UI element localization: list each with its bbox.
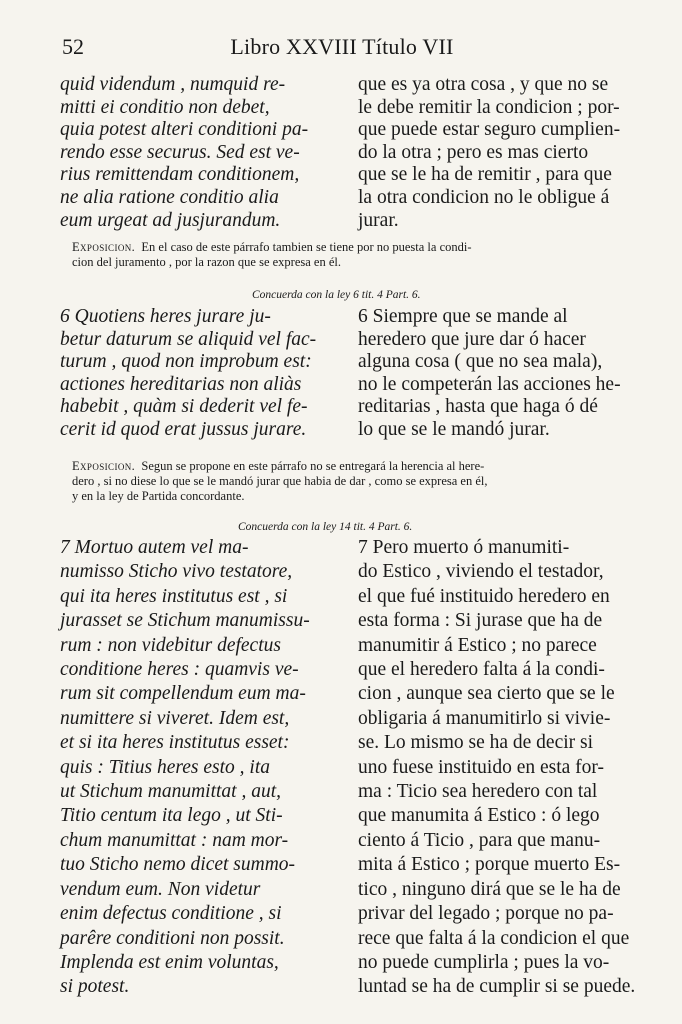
spanish-line: obligaria á manumitirlo si vivie- <box>358 707 611 729</box>
latin-line: habebit , quàm si dederit vel fe- <box>60 396 308 418</box>
spanish-line: tico , ninguno dirá que se le ha de <box>358 878 621 900</box>
exposition-section-2 <box>72 459 618 504</box>
spanish-line: no le competerán las acciones he- <box>358 373 621 395</box>
spanish-line: que es ya otra cosa , y que no se <box>358 74 609 95</box>
exposition-text: Segun se propone en este párrafo no se entregará la herencia al here- <box>141 459 485 473</box>
spanish-line: que el heredero falta á la condi- <box>358 659 605 681</box>
spanish-line: cion , aunque sea cierto que se le <box>358 683 615 705</box>
spanish-line: se. Lo mismo se ha de decir si <box>358 732 594 754</box>
spanish-line: lo que se le mandó jurar. <box>358 418 550 440</box>
latin-line: vendum eum. Non videtur <box>60 878 261 900</box>
spanish-line: que se le ha de remitir , para que <box>358 164 612 186</box>
concordance-note: Concuerda con la ley 14 tit. 4 Part. 6. <box>238 521 413 533</box>
page-number: 52 <box>62 34 84 59</box>
latin-line: 6 Quotiens heres jurare ju- <box>60 306 271 327</box>
latin-line: Titio centum ita lego , ut Sti- <box>60 805 283 827</box>
latin-line: ne alia ratione conditio alia <box>60 186 279 208</box>
latin-line: turum , quod non improbum est: <box>60 351 312 373</box>
latin-line: qui ita heres institutus est , si <box>60 585 288 607</box>
spanish-line: uno fuese instituido en esta for- <box>358 756 605 778</box>
page-header <box>62 34 622 64</box>
latin-line: 7 Mortuo autem vel ma- <box>60 537 249 558</box>
latin-line: quia potest alteri conditioni pa- <box>60 119 309 141</box>
spanish-line: 6 Siempre que se mande al <box>358 306 568 327</box>
spanish-line: el que fué instituido heredero en <box>358 585 610 607</box>
spanish-line: manumitir á Estico ; no parece <box>358 634 597 656</box>
spanish-line: mita á Estico ; porque muerto Es- <box>358 854 621 876</box>
latin-line: chum manumittat : nam mor- <box>60 829 289 851</box>
spanish-line: la otra condicion no le obligue á <box>358 186 610 208</box>
exposition-label: Exposicion. <box>72 240 136 254</box>
latin-line: jurasset se Stichum manumissu- <box>60 610 310 632</box>
spanish-column-section-3 <box>358 536 636 1000</box>
exposition-section-1 <box>72 240 618 270</box>
spanish-line: que manumita á Estico : ó lego <box>358 805 600 827</box>
spanish-line: 7 Pero muerto ó manumiti- <box>358 537 570 558</box>
latin-line: quis : Titius heres esto , ita <box>60 756 270 778</box>
latin-line: eum urgeat ad jusjurandum. <box>60 209 281 231</box>
latin-column-section-3 <box>60 536 338 1000</box>
latin-line: rendo esse securus. Sed est ve- <box>60 141 300 163</box>
spanish-line: le debe remitir la condicion ; por- <box>358 96 620 118</box>
spanish-line: privar del legado ; porque no pa- <box>358 903 614 925</box>
latin-line: rum : non videbitur defectus <box>60 634 281 656</box>
spanish-line: heredero que jure dar ó hacer <box>358 328 586 350</box>
latin-line: mitti ei conditio non debet, <box>60 96 270 118</box>
latin-line: numittere si viveret. Idem est, <box>60 707 290 729</box>
running-head: Libro XXVIII Título VII <box>230 34 454 59</box>
latin-line: et si ita heres institutus esset: <box>60 732 290 754</box>
latin-line: rum sit compellendum eum ma- <box>60 683 306 705</box>
spanish-line: rece que falta á la condicion el que <box>358 927 630 949</box>
latin-line: quid videndum , numquid re- <box>60 74 286 95</box>
latin-line: numisso Sticho vivo testatore, <box>60 561 293 583</box>
latin-line: Implenda est enim voluntas, <box>60 951 279 973</box>
spanish-line: luntad se ha de cumplir si se puede. <box>358 976 636 998</box>
latin-line: betur daturum se aliquid vel fac- <box>60 328 317 350</box>
exposition-line: cion del juramento , por la razon que se expresa en él. <box>72 255 341 269</box>
latin-line: ut Stichum manumittat , aut, <box>60 781 281 803</box>
latin-line: enim defectus conditione , si <box>60 903 282 925</box>
latin-line: rius remittendam conditionem, <box>60 164 300 186</box>
spanish-column-section-2 <box>358 306 621 442</box>
latin-line: cerit id quod erat jussus jurare. <box>60 418 307 440</box>
exposition-label: Exposicion. <box>72 459 136 473</box>
latin-line: conditione heres : quamvis ve- <box>60 659 299 681</box>
spanish-line: ma : Ticio sea heredero con tal <box>358 781 598 803</box>
spanish-line: alguna cosa ( que no sea mala), <box>358 351 603 373</box>
latin-line: parêre conditioni non possit. <box>60 927 285 949</box>
exposition-line <box>72 240 618 255</box>
spanish-line: no puede cumplirla ; pues la vo- <box>358 951 610 973</box>
latin-column-section-1 <box>60 74 338 232</box>
spanish-line: esta forma : Si jurase que ha de <box>358 610 603 632</box>
exposition-text: En el caso de este párrafo tambien se tiene por no puesta la condi- <box>141 240 472 254</box>
spanish-line: que puede estar seguro cumplien- <box>358 119 621 141</box>
spanish-line: do Estico , viviendo el testador, <box>358 561 604 583</box>
latin-line: si potest. <box>60 976 130 998</box>
latin-line: tuo Sticho nemo dicet summo- <box>60 854 296 876</box>
latin-column-section-2 <box>60 306 338 442</box>
exposition-line: dero , si no diese lo que se le mandó jurar que habia de dar , como se expresa en él, <box>72 474 488 488</box>
spanish-column-section-1 <box>358 74 621 232</box>
exposition-line <box>72 459 618 474</box>
concordance-note: Concuerda con la ley 6 tit. 4 Part. 6. <box>252 289 421 301</box>
spanish-line: do la otra ; pero es mas cierto <box>358 141 589 163</box>
spanish-line: reditarias , hasta que haga ó dé <box>358 396 598 418</box>
exposition-line: y en la ley de Partida concordante. <box>72 489 245 503</box>
spanish-line: jurar. <box>358 209 399 231</box>
latin-line: actiones hereditarias non aliàs <box>60 373 302 395</box>
spanish-line: ciento á Ticio , para que manu- <box>358 829 601 851</box>
